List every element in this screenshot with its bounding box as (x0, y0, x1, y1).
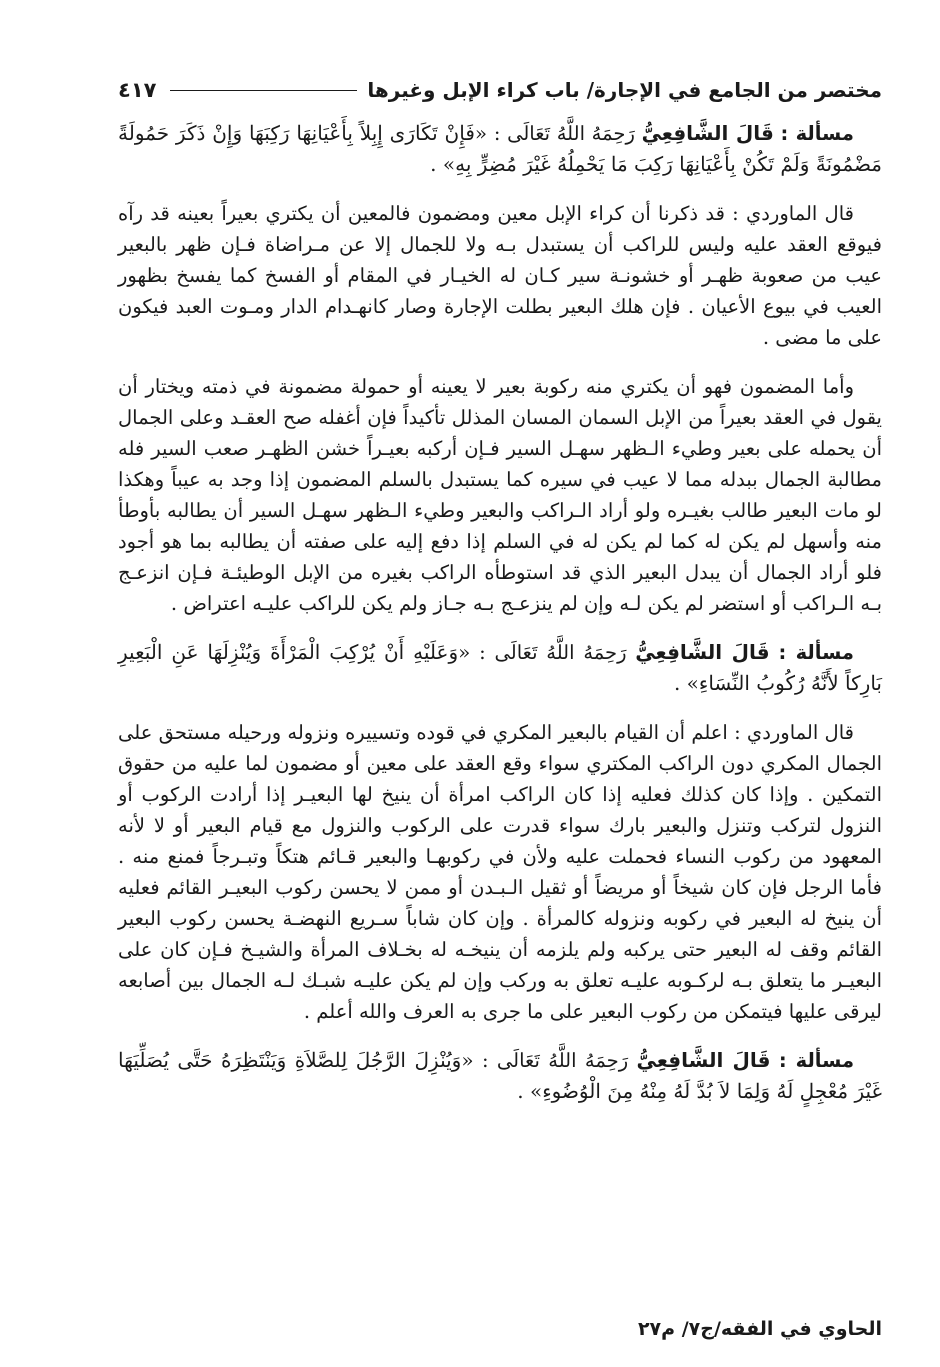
paragraph-3: قال الماوردي : اعلم أن القيام بالبعير المكري في قوده وتسييره ونزوله ورحيله مستحق على الجمال المكري دون الراكب المكتري سواء وقع العقد على معين أو مضمون لما عليه من حقوق التمكين . وإذا كان كذلك فعليه إذا كان الراكب امرأة أن ينيخ لها البعيـر إذا أرادت الركوب أو النزول لتركب وتنزل والبعير بارك سواء قدرت على الركوب والنزول مع قيام البعير أو لا لأنه المعهود من ركوب النساء فحملت عليه ولأن في ركوبهـا والبعير قـائم هتكاً وتبـرجاً فمنع منه . فأما الرجل فإن كان شيخاً أو مريضاً أو ثقيل الـبـدن أو ممن لا يحسن ركوب البعيـر القائم فعليه أن ينيخ له البعير في ركوبه ونزوله كالمرأة . وإن كان شاباً سـريع النهضـة يحسن ركوب البعير القائم وقف له البعير حتى يركبه ولم يلزمه أن ينيخـه له بخـلاف المرأة والشيـخ فـإن كان على البعيـر ما يتعلق بـه لركـوبه عليـه تعلق به وركب وإن لم يكن عليـه شبـك لـه الجمال بين أصابعه ليرقى عليها فيتمكن من ركوب البعير على ما جرى به العرف والله أعلم . (118, 721, 882, 1023)
masala-quote: «وَعَلَيْهِ أَنْ يُرْكِبَ الْمَرْأَةَ وَيُنْزِلَهَا عَنِ الْبَعِيرِ بَارِكاً لأَنَّهُ رُكُوبُ النِّسَاءِ» . (118, 640, 882, 695)
masala-mercy: رَحِمَهُ اللَّهُ تَعَالَى : (479, 641, 627, 664)
masala-quote: «وَيُنْزِلَ الرَّجُلَ لِلصَّلاَةِ وَيَنْتَظِرَهُ حَتَّى يُصَلِّيَهَا غَيْرَ مُعْجِلٍ لَهُ وَلِمَا لاَ بُدَّ لَهُ مِنْهُ مِنَ الْوُضُوءِ» . (118, 1048, 882, 1103)
masala-quote: «فَإِنْ تَكَارَى إِبِلاً بِأَعْيَانِهَا رَكِبَهَا وَإِنْ ذَكَرَ حَمُولَةً مَضْمُونَةً وَلَمْ تَكُنْ بِأَعْيَانِهَا رَكِبَ مَا يَحْمِلُهُ غَيْرَ مُضِرٍّ بِهِ» . (118, 121, 882, 176)
masala-mercy: رَحِمَهُ اللَّهُ تَعَالَى : (481, 1049, 629, 1072)
footer-signature: الحاوي في الفقه/ج٧/ م٢٧ (637, 1318, 882, 1340)
masala-author: قَالَ الشَّافِعِيُّ (641, 121, 774, 145)
masala-3 (118, 1045, 882, 1107)
page-body (118, 118, 882, 1125)
header-rule (170, 90, 357, 91)
running-header (118, 72, 882, 108)
masala-label: مسألة : (778, 641, 854, 664)
masala-author: قَالَ الشَّافِعِيُّ (636, 1048, 771, 1072)
masala-1 (118, 118, 882, 180)
header-title: مختصر من الجامع في الإجارة/ باب كراء الإبل وغيرها (367, 78, 882, 102)
page-number: ٤١٧ (118, 78, 157, 102)
masala-mercy: رَحِمَهُ اللَّهُ تَعَالَى : (493, 122, 635, 145)
masala-author: قَالَ الشَّافِعِيُّ (635, 640, 770, 664)
paragraph-1: قال الماوردي : قد ذكرنا أن كراء الإبل معين ومضمون فالمعين أن يكتري بعيراً بعينه قد رآه فيوقع العقد عليه وليس للراكب أن يستبدل بـه ولا للجمال إلا عن مـراضاة فـإن ظهر بالبعير عيب من صعوبة ظهـر أو خشونـة سير كـان له الخيـار في المقام أو الفسخ كما يفسخ بظهور العيب في بيوع الأعيان . فإن هلك البعير بطلت الإجارة وصار كانهـدام الدار ومـوت العبد فيكون على ما مضى . (118, 202, 882, 349)
masala-label: مسألة : (778, 1049, 855, 1072)
masala-label: مسألة : (780, 122, 854, 145)
masala-2 (118, 637, 882, 699)
paragraph-2: وأما المضمون فهو أن يكتري منه ركوبة بعير لا يعينه أو حمولة مضمونة في ذمته ويختار أن يقول في العقد بعيراً من الإبل السمان المسان المذلل تأكيداً فإن أغفله صح العقـد وعلى الجمال أن يحمله على بعير وطيء الـظهر سهـل السير فـإن أركبه بعيـراً خشن الظهـر صعب السير فله مطالبة الجمال ببدله مما لا عيب في سيره كما يستبدل بالسلم المضمون إذا وجد به عيباً وهكذا لو مات البعير طالب بغيـره ولو أراد الـراكب والبعير وطيء الـظهر سهـل السير أن يطالبه بأوطأ منه وأسهل لم يكن له كما لم يكن له في السلم إذا دفع إليه على صفته أن يطالبه بما هو أجود فلو أراد الجمال أن يبدل البعير الذي قد استوطأه الراكب بغيره من الإبل الوطيئـة فـإن انزعـج بـه الـراكب أو استضر لم يكن لـه وإن لم ينزعـج بـه جـاز ولم يكن للراكب عليـه اعتراض . (118, 375, 882, 615)
